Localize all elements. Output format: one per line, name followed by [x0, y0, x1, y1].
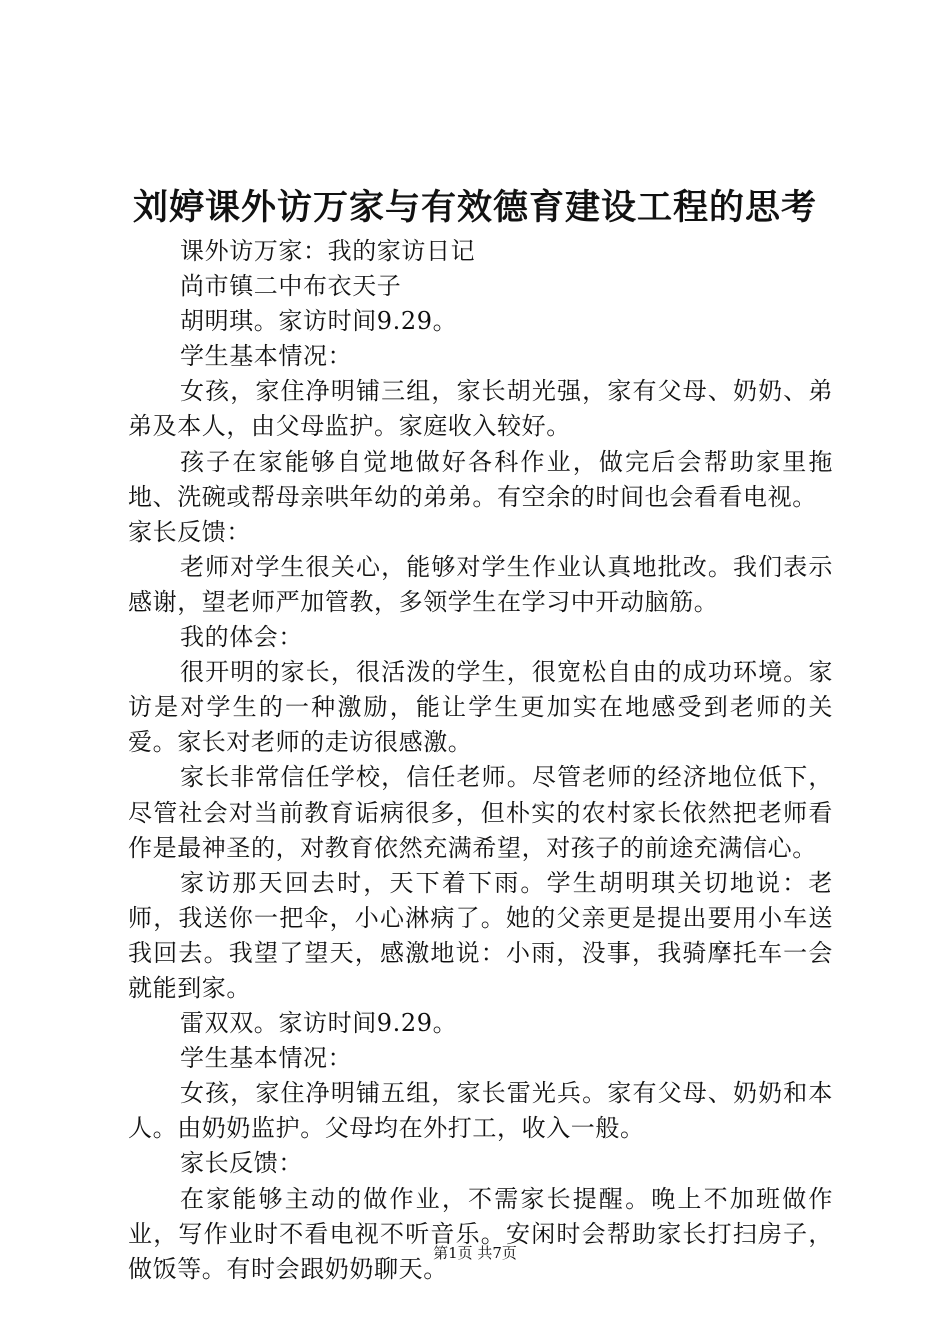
paragraph: 学生基本情况： [180, 342, 353, 371]
paragraph: 很开明的家长，很活泼的学生，很宽松自由的成功环境。家访是对学生的一种激励，能让学生更加实在地感受到老师的关爱。家长对老师的走访很感激。 [128, 658, 833, 757]
document-body [128, 234, 833, 1287]
paragraph: 女孩，家住净明铺三组，家长胡光强，家有父母、奶奶、弟弟及本人，由父母监护。家庭收入较好。 [128, 377, 833, 441]
document-title: 刘婷课外访万家与有效德育建设工程的思考 [132, 187, 817, 228]
paragraph: 家长反馈： [128, 517, 251, 546]
page-number: 第1页 共7页 [433, 1244, 517, 1262]
paragraph: 雷双双。家访时间9.29。 [180, 1009, 458, 1038]
paragraph: 老师对学生很关心，能够对学生作业认真地批改。我们表示感谢，望老师严加管教，多领学生在学习中开动脑筋。 [128, 552, 833, 616]
paragraph: 家长非常信任学校，信任老师。尽管老师的经济地位低下，尽管社会对当前教育诟病很多，但朴实的农村家长依然把老师看作是最神圣的，对教育依然充满希望，对孩子的前途充满信心。 [128, 763, 833, 862]
paragraph: 家长反馈： [180, 1149, 303, 1178]
paragraph: 我的体会： [180, 623, 303, 652]
paragraph: 在家能够主动的做作业，不需家长提醒。晚上不加班做作业，写作业时不看电视不听音乐。安闲时会帮助家长打扫房子，做饭等。有时会跟奶奶聊天。 [128, 1184, 833, 1283]
paragraph: 胡明琪。家访时间9.29。 [180, 307, 458, 336]
paragraph: 课外访万家：我的家访日记 [180, 237, 476, 265]
paragraph: 女孩，家住净明铺五组，家长雷光兵。家有父母、奶奶和本人。由奶奶监护。父母均在外打工，收入一般。 [128, 1079, 833, 1143]
paragraph: 家访那天回去时，天下着下雨。学生胡明琪关切地说：老师，我送你一把伞，小心淋病了。她的父亲更是提出要用小车送我回去。我望了望天，感激地说：小雨，没事，我骑摩托车一会就能到家。 [128, 868, 833, 1002]
paragraph: 学生基本情况： [180, 1044, 353, 1073]
paragraph: 孩子在家能够自觉地做好各科作业，做完后会帮助家里拖地、洗碗或帮母亲哄年幼的弟弟。有空余的时间也会看看电视。 [128, 447, 833, 511]
paragraph: 尚市镇二中布衣天子 [180, 272, 402, 301]
